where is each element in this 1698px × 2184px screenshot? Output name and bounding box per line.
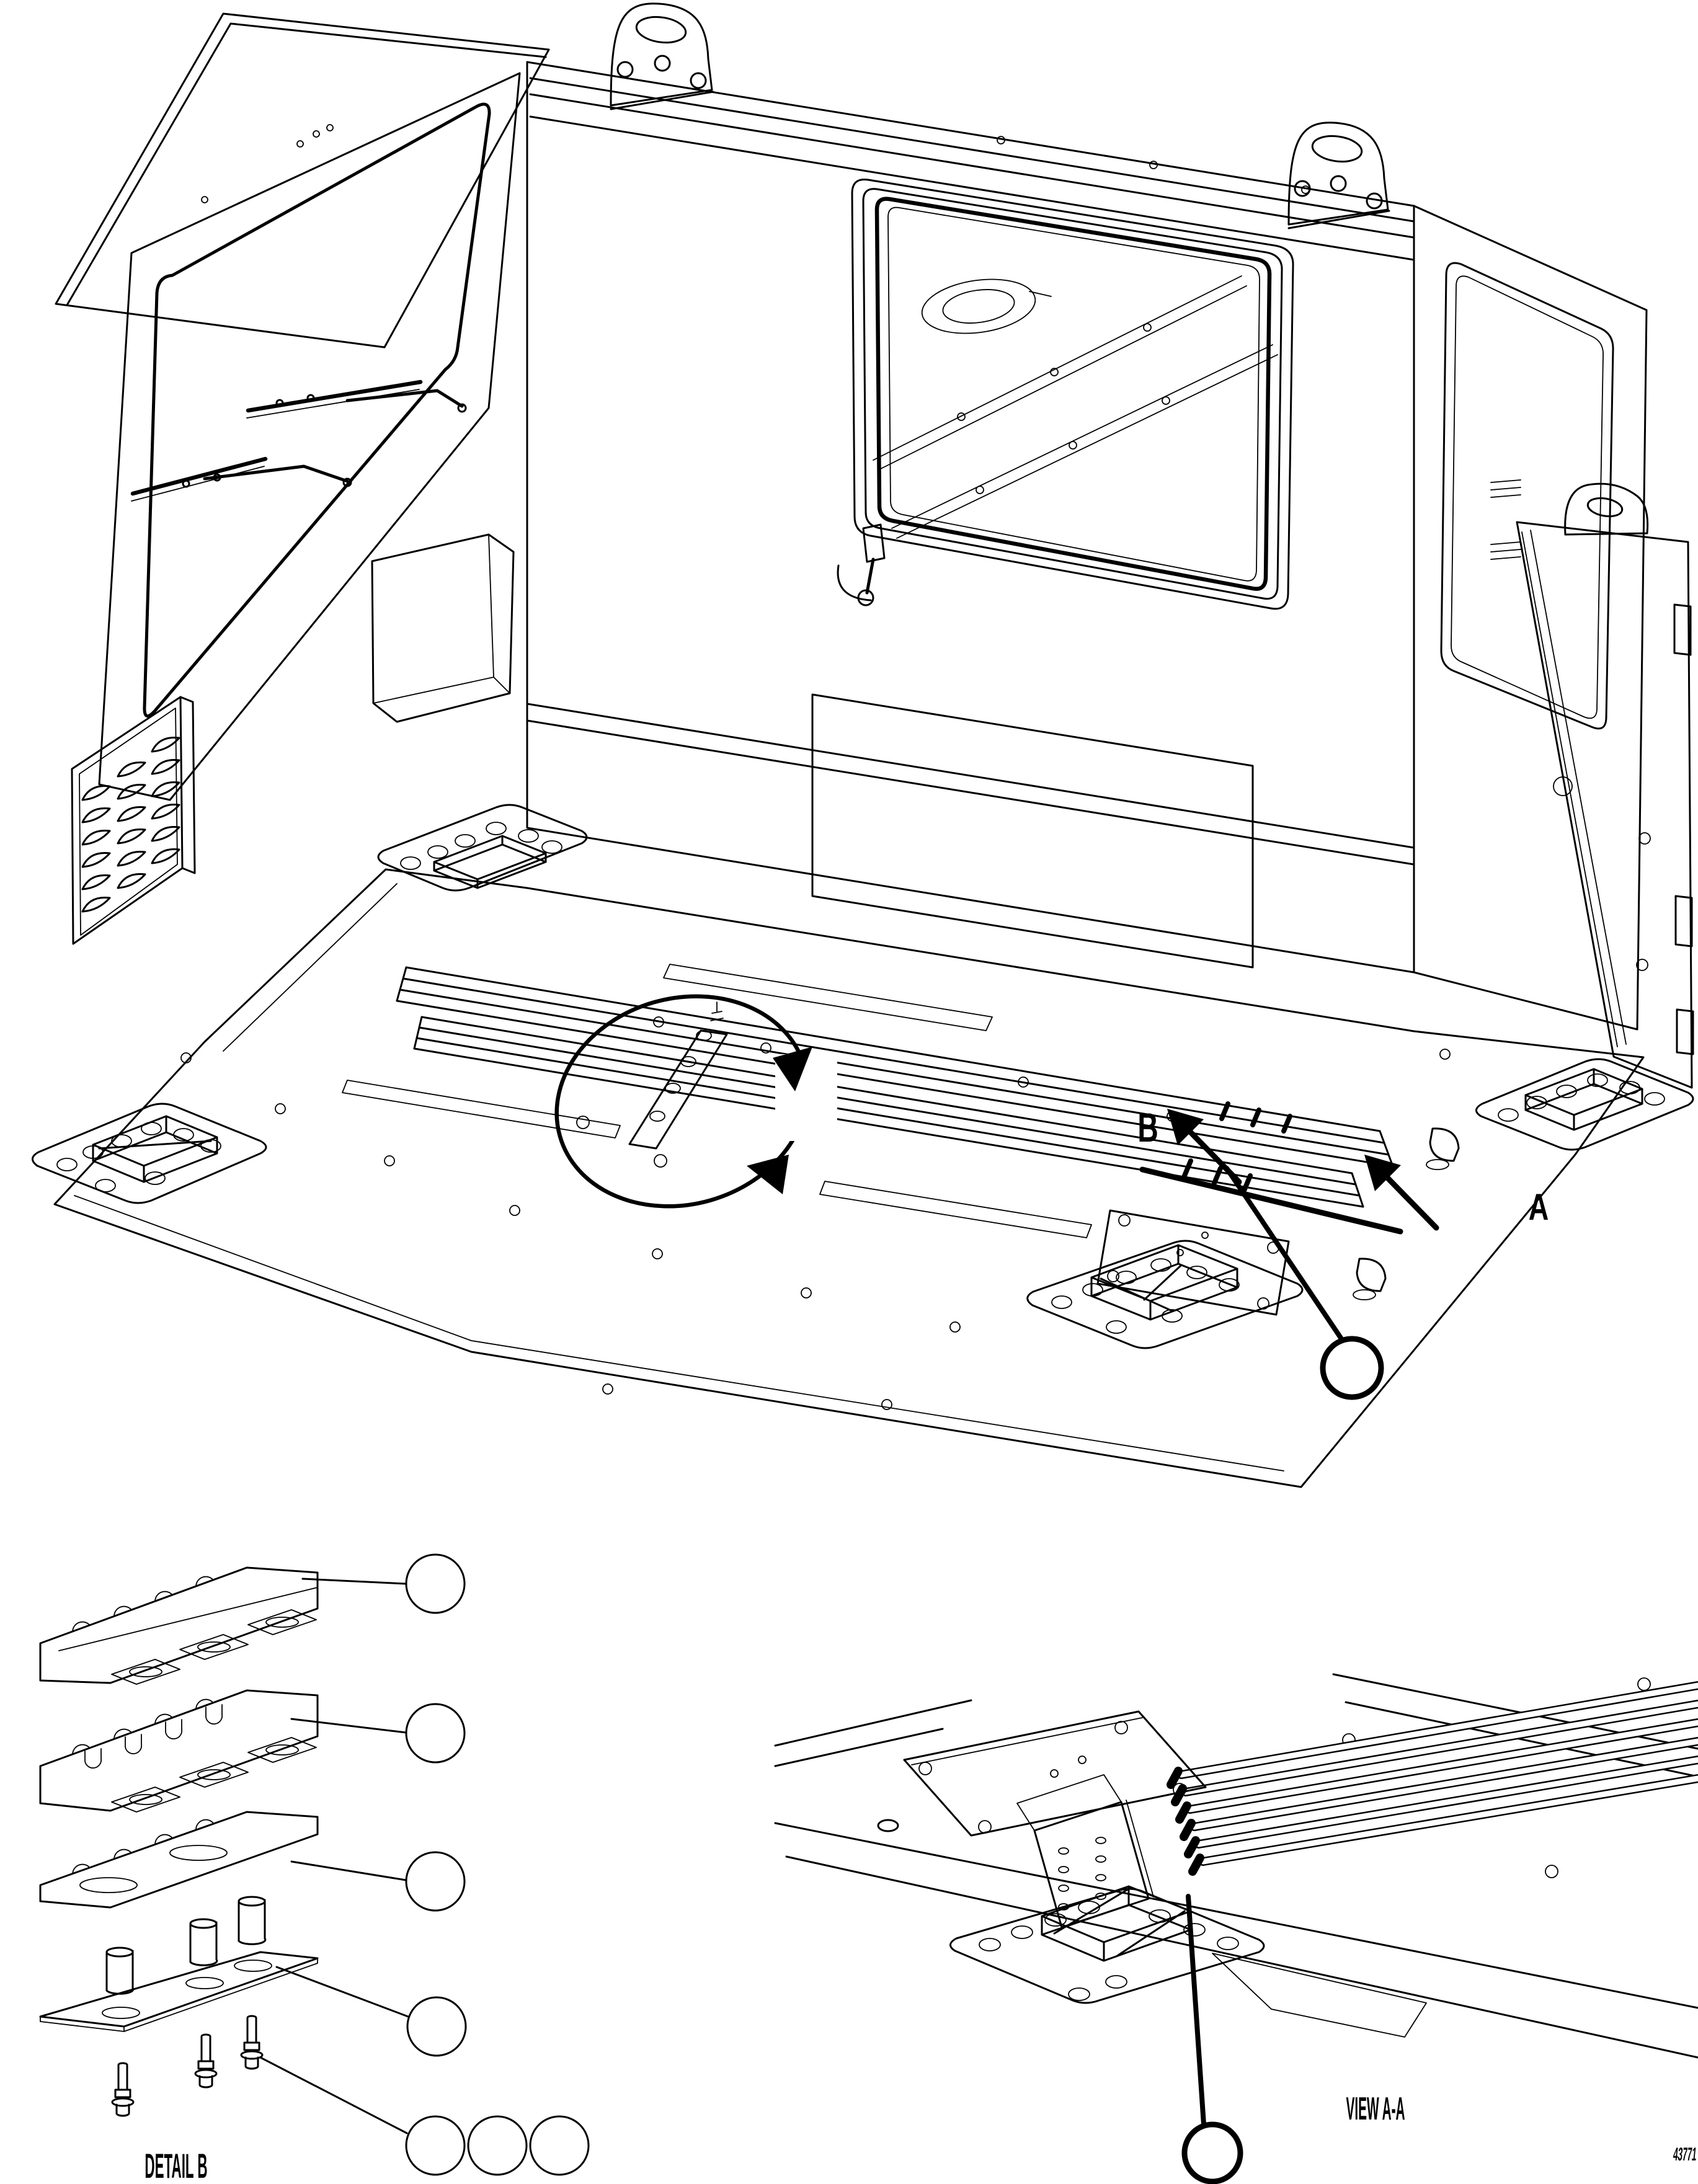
- main-isometric-view: [32, 4, 1698, 1487]
- side-window-inner: [1451, 276, 1603, 718]
- mounting-foot-left: [32, 1104, 266, 1203]
- louver-panel: [72, 697, 195, 944]
- clamp-block-assembly: [904, 1711, 1206, 1927]
- console-edges: [373, 535, 510, 703]
- callout-balloon-view-aa: [1185, 1896, 1240, 2182]
- louver-slat: [82, 875, 110, 889]
- balloon-3: [406, 1852, 465, 1911]
- louver-slat: [152, 737, 179, 752]
- hoses-inner: [1181, 1685, 1698, 1862]
- foot-holes: [1498, 1074, 1665, 1121]
- louver-slat: [82, 897, 110, 912]
- hose-bundle: [1171, 1685, 1698, 1871]
- block-outline: [40, 1568, 318, 1683]
- balloon-6: [468, 2116, 527, 2175]
- detail-b-balloons: [406, 1555, 589, 2175]
- bolt-2: [195, 2035, 216, 2087]
- balloon-1: [406, 1555, 465, 1613]
- block-grooves: [85, 1705, 222, 1768]
- cover-plate-edge: [912, 1718, 1142, 1765]
- latch-guard: [838, 566, 871, 600]
- dome-lamp-outer: [918, 273, 1039, 340]
- stud-3: [239, 1900, 265, 1944]
- louver-slat: [118, 851, 145, 866]
- louver-slat: [82, 853, 110, 867]
- lug-hole: [635, 14, 688, 46]
- plate-thickness: [40, 1958, 318, 2031]
- window-frame-inner: [888, 208, 1260, 581]
- bracket-nuts: [577, 1116, 667, 1167]
- clamp-front-face: [1034, 1802, 1149, 1927]
- bracket-bolt: [711, 1002, 723, 1021]
- window-frame-gasket: [877, 199, 1269, 589]
- side-face-outline: [1414, 206, 1647, 1029]
- plate-slots: [80, 1845, 227, 1893]
- block-edge: [59, 1587, 318, 1651]
- detail-b-view: [40, 1555, 589, 2184]
- plate-edges: [775, 1700, 971, 1766]
- drawing-number: 43771: [1672, 2144, 1698, 2165]
- base-fold-lines: [74, 884, 1284, 1471]
- rear-right-bracket: [1491, 480, 1693, 1088]
- elbow-body: [1357, 1259, 1385, 1291]
- wiper-blade-edge: [247, 389, 419, 418]
- console-box: [372, 535, 513, 722]
- overhang-outline: [56, 14, 549, 347]
- tab-slots: [130, 1617, 298, 1677]
- flange-bolts: [112, 2016, 262, 2116]
- louver-slat: [118, 807, 145, 821]
- window-frame-2: [863, 189, 1282, 599]
- plate-outline: [40, 1952, 318, 2026]
- clamp-bracket-in-detail: [577, 1002, 727, 1167]
- leader-2: [291, 1719, 406, 1733]
- overhang-inner-lines: [67, 24, 546, 305]
- beam-wedge: [1212, 1953, 1426, 2037]
- louver-slat: [152, 804, 179, 819]
- louver-slat: [152, 849, 179, 863]
- studs: [107, 1897, 265, 1994]
- windshield-glass: [144, 104, 489, 716]
- center-window: [838, 179, 1293, 608]
- detail-arrow-lower: [747, 1155, 789, 1194]
- cover-plate: [904, 1711, 1206, 1836]
- roof-rail-a: [873, 276, 1247, 470]
- wiper-lower: [131, 459, 351, 501]
- louver-grid: [82, 737, 179, 912]
- balloon-circle: [1323, 1339, 1381, 1397]
- stud-2-top: [190, 1919, 216, 1928]
- balloon-2: [406, 1704, 465, 1762]
- front-face-outline: [527, 62, 1414, 972]
- view-aa-title: VIEW A-A: [1346, 2091, 1405, 2127]
- side-window-outer: [1441, 263, 1613, 729]
- leader-5: [260, 2057, 407, 2133]
- balloon-circle: [1185, 2124, 1240, 2182]
- louver-slat: [152, 827, 179, 841]
- bracket-plate: [950, 1889, 1264, 2003]
- stud-1-top: [107, 1948, 133, 1956]
- mounting-foot-upper-left: [378, 805, 587, 890]
- belt-rail-lines: [527, 704, 1414, 864]
- lower-front-panel: [812, 695, 1253, 967]
- balloon-4: [407, 1997, 466, 2056]
- roof-rail-b: [892, 345, 1278, 538]
- bracket-lug-hole: [1586, 495, 1624, 518]
- middle-clamp-block: [40, 1690, 318, 1812]
- detail-b-title: DETAIL B: [144, 2147, 208, 2184]
- bracket-lug: [1565, 484, 1648, 535]
- roof-rail-lines: [530, 78, 1414, 260]
- cab-front-face: [527, 62, 1414, 972]
- rail-fasteners: [958, 324, 1170, 494]
- leader-line: [1188, 1896, 1204, 2124]
- detail-marker-label: B: [1137, 1104, 1158, 1152]
- access-panel: [1098, 1210, 1289, 1315]
- view-a-a: [775, 1674, 1698, 2182]
- elbow-port: [1353, 1290, 1376, 1300]
- right-side-face: [1414, 206, 1647, 1029]
- louver-slat: [152, 760, 179, 774]
- elbow-port: [1426, 1160, 1449, 1170]
- plate-outline: [40, 1812, 318, 1907]
- foot-holes: [1052, 1259, 1239, 1333]
- stud-3-top: [239, 1897, 265, 1906]
- lifting-lug-right: [1289, 123, 1389, 228]
- foot-pedestal: [1091, 1245, 1237, 1320]
- balloon-7: [530, 2116, 589, 2175]
- callout-balloon-main: [1227, 1168, 1381, 1397]
- dome-lamp-tab: [1029, 291, 1051, 296]
- leader-4: [277, 1967, 408, 2017]
- elbow-fitting-right: [1426, 1129, 1459, 1170]
- roof-overhang: [56, 14, 549, 347]
- section-label-1: A: [1528, 1186, 1549, 1228]
- latch-lever: [867, 559, 873, 593]
- section-arrow-shaft-2: [1385, 1176, 1436, 1228]
- balloon-5: [406, 2116, 465, 2175]
- windshield-panel: [99, 73, 520, 800]
- tab-slots: [130, 1745, 298, 1804]
- foot-plate: [32, 1104, 266, 1203]
- hydraulic-tube-bundle: [397, 967, 1459, 1300]
- windshield-outline: [99, 73, 520, 800]
- louver-frame-inner: [79, 708, 177, 935]
- bracket-bolts: [1491, 480, 1521, 559]
- left-plate-corner: [775, 1700, 971, 1831]
- detail-b-leaders: [260, 1579, 408, 2133]
- louver-slat: [82, 808, 110, 822]
- leader-3: [291, 1862, 406, 1880]
- window-frame-outer: [852, 179, 1293, 608]
- base-plate: [32, 805, 1693, 1487]
- bracket-holes: [979, 1901, 1238, 2000]
- elbow-fitting-lower: [1353, 1259, 1385, 1300]
- cover-plate-bolts: [919, 1721, 1186, 1833]
- dome-lamp-inner: [941, 285, 1016, 327]
- bolt-1: [112, 2063, 133, 2116]
- stud-plate: [40, 1897, 318, 2031]
- wiper-upper: [247, 382, 466, 418]
- louver-slat: [82, 786, 110, 800]
- window-interior: [873, 273, 1278, 538]
- latch-plate: [863, 525, 884, 562]
- louver-frame: [72, 697, 182, 944]
- block-outline: [40, 1690, 318, 1811]
- lug-hole: [1311, 133, 1364, 165]
- bracket-panel: [1517, 522, 1692, 1088]
- lower-clamp-plate: [40, 1812, 318, 1907]
- clamp-side-edge: [1126, 1800, 1153, 1897]
- louver-slat: [118, 829, 145, 843]
- bracket-brace: [1522, 530, 1626, 1047]
- mounting-foot-right: [1476, 1059, 1693, 1150]
- louver-slat: [82, 830, 110, 845]
- base-outline: [55, 869, 1643, 1487]
- upper-clamp-block: [40, 1568, 318, 1684]
- plate-hole: [878, 1820, 898, 1831]
- clamp-holes: [1059, 1837, 1106, 1910]
- louver-slat: [118, 874, 145, 888]
- louver-slat: [118, 762, 145, 776]
- bolt-3: [241, 2016, 262, 2069]
- elbow-body: [1430, 1129, 1459, 1161]
